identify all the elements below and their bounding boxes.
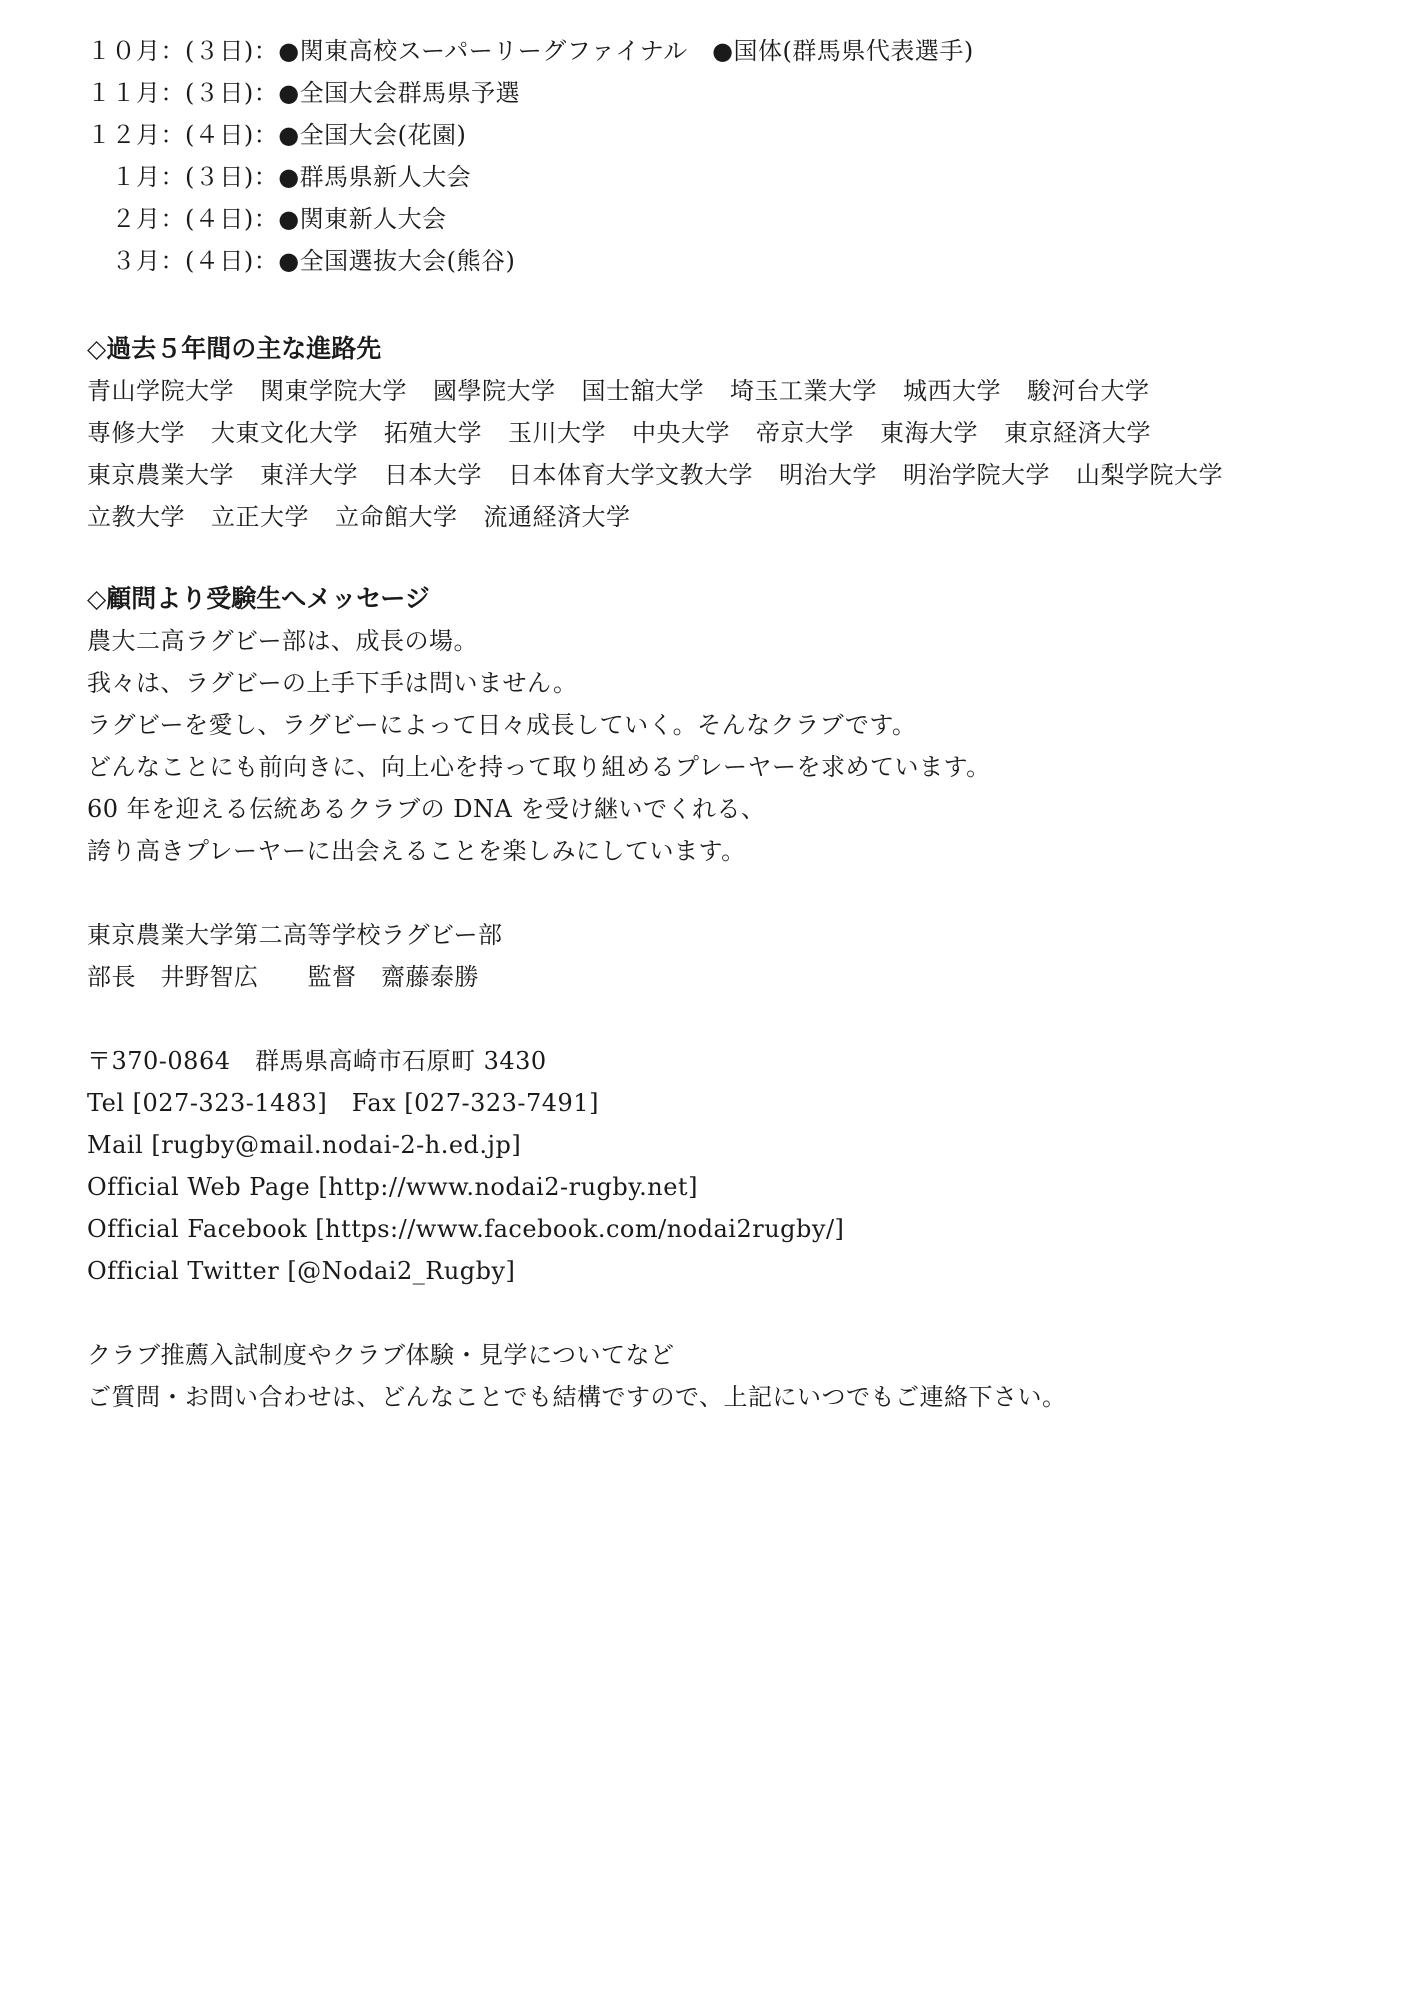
schedule-item-january: １月：(３日)：●群馬県新人大会 xyxy=(87,163,472,191)
university-name: 城西大学 xyxy=(903,377,1001,405)
university-name: 山梨学院大学 xyxy=(1076,461,1223,489)
university-name: 中央大学 xyxy=(632,419,730,447)
university-row xyxy=(87,412,1367,454)
phone-fax: Tel [027-323-1483] Fax [027-323-7491] xyxy=(87,1089,599,1117)
university-name: 青山学院大学 xyxy=(87,377,234,405)
universities-section xyxy=(87,328,1367,538)
club-name: 東京農業大学第二高等学校ラグビー部 xyxy=(87,921,503,949)
university-row xyxy=(87,454,1367,496)
schedule-list xyxy=(87,30,1367,282)
schedule-item-december: １２月：(４日)：●全国大会(花園) xyxy=(87,121,467,149)
document-page xyxy=(87,30,1367,1418)
message-heading: ◇顧問より受験生へメッセージ xyxy=(87,584,430,613)
university-name: 駿河台大学 xyxy=(1027,377,1150,405)
university-name: 東京農業大学 xyxy=(87,461,234,489)
university-name: 明治学院大学 xyxy=(903,461,1050,489)
university-name: 東京経済大学 xyxy=(1004,419,1151,447)
university-name: 立命館大学 xyxy=(335,503,458,531)
university-name: 国士舘大学 xyxy=(581,377,704,405)
message-section xyxy=(87,578,1367,872)
official-facebook: Official Facebook [https://www.facebook.com/nodai2rugby/] xyxy=(87,1215,845,1243)
staff-names: 部長 井野智広 監督 齋藤泰勝 xyxy=(87,963,479,991)
university-name: 日本大学 xyxy=(384,461,482,489)
signature-block xyxy=(87,914,1367,998)
message-line: ラグビーを愛し、ラグビーによって日々成長していく。そんなクラブです。 xyxy=(87,711,917,739)
closing-line: クラブ推薦入試制度やクラブ体験・見学についてなど xyxy=(87,1341,675,1369)
university-name: 立正大学 xyxy=(211,503,309,531)
university-row xyxy=(87,370,1367,412)
postal-address: 〒370-0864 群馬県高崎市石原町 3430 xyxy=(87,1047,547,1075)
university-name: 帝京大学 xyxy=(756,419,854,447)
university-name: 流通経済大学 xyxy=(483,503,631,531)
university-name: 玉川大学 xyxy=(508,419,606,447)
schedule-item-october: １０月：(３日)：●関東高校スーパーリーグファイナル ●国体(群馬県代表選手) xyxy=(87,37,974,65)
closing-note xyxy=(87,1334,1367,1418)
university-name: 立教大学 xyxy=(87,503,185,531)
university-name: 関東学院大学 xyxy=(260,377,407,405)
contact-block xyxy=(87,1040,1367,1292)
university-name: 東洋大学 xyxy=(260,461,358,489)
schedule-item-november: １１月：(３日)：●全国大会群馬県予選 xyxy=(87,79,521,107)
university-name: 日本体育大学文教大学 xyxy=(508,461,753,489)
university-name: 東海大学 xyxy=(880,419,978,447)
schedule-item-february: ２月：(４日)：●関東新人大会 xyxy=(87,205,447,233)
official-twitter: Official Twitter [@Nodai2_Rugby] xyxy=(87,1257,516,1285)
schedule-item-march: ３月：(４日)：●全国選抜大会(熊谷) xyxy=(87,247,516,275)
message-line: 60 年を迎える伝統あるクラブの DNA を受け継いでくれる、 xyxy=(87,795,766,823)
university-row xyxy=(87,496,1367,538)
university-name: 大東文化大学 xyxy=(211,419,358,447)
university-name: 明治大学 xyxy=(779,461,877,489)
university-name: 國學院大学 xyxy=(433,377,556,405)
closing-line: ご質問・お問い合わせは、どんなことでも結構ですので、上記にいつでもご連絡下さい。 xyxy=(87,1383,1067,1411)
university-name: 専修大学 xyxy=(87,419,185,447)
message-line: 農大二高ラグビー部は、成長の場。 xyxy=(87,627,479,655)
message-line: どんなことにも前向きに、向上心を持って取り組めるプレーヤーを求めています。 xyxy=(87,753,991,781)
message-line: 我々は、ラグビーの上手下手は問いません。 xyxy=(87,669,578,697)
official-web-page: Official Web Page [http://www.nodai2-rugby.net] xyxy=(87,1173,698,1201)
university-name: 拓殖大学 xyxy=(384,419,482,447)
universities-heading: ◇過去５年間の主な進路先 xyxy=(87,334,382,363)
mail-address: Mail [rugby@mail.nodai-2-h.ed.jp] xyxy=(87,1131,522,1159)
university-name: 埼玉工業大学 xyxy=(730,377,877,405)
message-line: 誇り高きプレーヤーに出会えることを楽しみにしています。 xyxy=(87,837,746,865)
